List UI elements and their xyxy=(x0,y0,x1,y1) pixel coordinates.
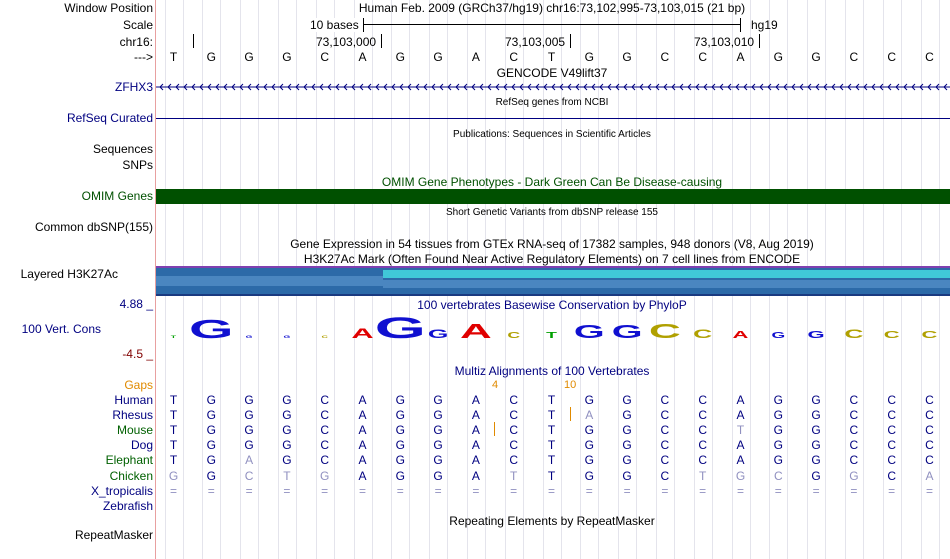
base: = xyxy=(169,483,177,498)
species-label-human[interactable]: Human xyxy=(114,393,153,407)
base: T xyxy=(547,453,556,468)
base: G xyxy=(395,468,405,483)
coord-label: 73,103,005 xyxy=(505,35,566,49)
base: A xyxy=(471,50,480,64)
base: T xyxy=(547,468,556,483)
base: G xyxy=(433,438,443,453)
logo-letter: C xyxy=(921,329,938,341)
base: G xyxy=(244,50,254,64)
base: = xyxy=(510,483,518,498)
base: T xyxy=(699,468,707,483)
base: = xyxy=(585,483,593,498)
track-label-cons[interactable]: 100 Vert. Cons xyxy=(21,322,101,336)
coord-tick xyxy=(570,34,571,48)
scale-bar-left xyxy=(363,18,364,32)
base: A xyxy=(358,438,367,453)
logo-letter: G xyxy=(771,330,786,340)
base: A xyxy=(471,408,480,423)
track-label-snps[interactable]: SNPs xyxy=(122,158,153,172)
scale-label: Scale xyxy=(122,18,153,32)
base: C xyxy=(698,423,708,438)
publications-title: Publications: Sequences in Scientific Articles xyxy=(453,129,651,140)
base: T xyxy=(283,468,291,483)
species-label-chicken[interactable]: Chicken xyxy=(109,468,153,483)
base: = xyxy=(358,483,366,498)
base: = xyxy=(321,483,329,498)
gap-count: 4 xyxy=(492,379,499,391)
base: G xyxy=(395,453,405,468)
zfhx3-gene[interactable] xyxy=(156,81,950,93)
base: C xyxy=(849,438,859,453)
base: = xyxy=(472,483,480,498)
base: G xyxy=(282,50,292,64)
logo-letter: G xyxy=(573,321,605,343)
base: = xyxy=(623,483,631,498)
logo-letter: C xyxy=(883,329,900,341)
base: T xyxy=(547,438,556,453)
base: = xyxy=(245,483,253,498)
base: A xyxy=(358,468,367,483)
base: G xyxy=(811,393,821,407)
base: G xyxy=(244,408,254,423)
base: A xyxy=(245,453,254,468)
base: G xyxy=(395,408,405,423)
cons-max-label: 4.88 _ xyxy=(119,297,153,311)
base: G xyxy=(773,453,783,468)
base: C xyxy=(660,453,670,468)
base: A xyxy=(471,438,480,453)
species-label-elephant[interactable]: Elephant xyxy=(105,453,153,468)
assembly-label: hg19 xyxy=(751,18,778,32)
base: G xyxy=(206,423,216,438)
base: G xyxy=(433,50,443,64)
base: T xyxy=(169,393,178,407)
base: C xyxy=(925,453,934,468)
base: G xyxy=(206,438,216,453)
base: T xyxy=(169,423,178,438)
coord-tick xyxy=(381,34,382,48)
base: G xyxy=(206,393,216,407)
base: G xyxy=(622,50,632,64)
base: C xyxy=(509,393,519,407)
base: = xyxy=(888,483,896,498)
alignment-row-elephant xyxy=(156,453,950,467)
alignment-row-human xyxy=(156,393,950,407)
base: G xyxy=(282,408,292,423)
base: A xyxy=(471,453,480,468)
base: G xyxy=(773,423,783,438)
base: C xyxy=(509,50,519,64)
base: C xyxy=(887,423,897,438)
base: C xyxy=(509,453,519,468)
track-label-zfhx3[interactable]: ZFHX3 xyxy=(114,80,153,94)
base: = xyxy=(661,483,669,498)
species-label-mouse[interactable]: Mouse xyxy=(116,423,153,438)
logo-letter: G xyxy=(374,311,426,344)
track-label-dbsnp[interactable]: Common dbSNP(155) xyxy=(34,220,153,234)
base: A xyxy=(358,50,367,64)
base: G xyxy=(849,468,859,483)
base: C xyxy=(244,468,254,483)
base: C xyxy=(925,50,934,64)
multiz-title: Multiz Alignments of 100 Vertebrates xyxy=(454,364,650,378)
base: G xyxy=(811,50,821,64)
base: G xyxy=(282,453,292,468)
base: A xyxy=(736,438,745,453)
track-area[interactable] xyxy=(156,0,950,559)
base: C xyxy=(887,50,897,64)
logo-letter: G xyxy=(611,321,643,343)
base: C xyxy=(660,408,670,423)
base: G xyxy=(773,50,783,64)
base: C xyxy=(660,393,670,407)
base: = xyxy=(925,483,933,498)
gtex-title: Gene Expression in 54 tissues from GTEx RNA-seq of 17382 samples, 948 donors (V8, Aug 2019) xyxy=(290,237,814,251)
base: = xyxy=(699,483,707,498)
base: G xyxy=(244,393,254,407)
base: T xyxy=(169,453,178,468)
base: T xyxy=(547,408,556,423)
base: C xyxy=(698,50,708,64)
base: G xyxy=(622,393,632,407)
phylop-title: 100 vertebrates Basewise Conservation by PhyloP xyxy=(417,298,687,312)
base: G xyxy=(395,423,405,438)
base: C xyxy=(660,438,670,453)
base: G xyxy=(433,408,443,423)
track-label-omim[interactable]: OMIM Genes xyxy=(81,189,153,203)
base: G xyxy=(433,393,443,407)
logo-letter: G xyxy=(807,329,825,341)
coord-label: 73,103,010 xyxy=(694,35,755,49)
base: C xyxy=(849,50,859,64)
base: A xyxy=(736,408,745,423)
window-position-label: Window Position xyxy=(64,1,153,15)
omim-title: OMIM Gene Phenotypes - Dark Green Can Be Disease-causing xyxy=(381,175,723,189)
base: = xyxy=(396,483,404,498)
base: G xyxy=(811,438,821,453)
base: A xyxy=(358,393,367,407)
base: G xyxy=(773,408,783,423)
coord-tick xyxy=(759,34,760,48)
base: G xyxy=(206,50,216,64)
base: = xyxy=(812,483,820,498)
track-label-h3k27ac[interactable]: Layered H3K27Ac xyxy=(20,267,118,281)
base: C xyxy=(849,423,859,438)
base: C xyxy=(320,453,330,468)
base: C xyxy=(660,468,670,483)
logo-letter: T xyxy=(546,330,557,340)
base: G xyxy=(584,393,594,407)
scale-bar xyxy=(363,24,740,25)
logo-letter: A xyxy=(460,320,492,343)
logo-letter: G xyxy=(427,327,449,341)
track-labels xyxy=(0,0,156,559)
base: G xyxy=(584,468,594,483)
base: G xyxy=(584,453,594,468)
logo-letter: C xyxy=(649,320,681,343)
logo-letter: C xyxy=(507,330,521,340)
conservation-logo[interactable] xyxy=(156,308,950,344)
base: T xyxy=(169,408,178,423)
base: = xyxy=(434,483,442,498)
logo-letter: G xyxy=(245,335,253,340)
base: C xyxy=(925,408,934,423)
base: C xyxy=(320,50,330,64)
refseq-title: RefSeq genes from NCBI xyxy=(495,97,609,108)
h3k27ac-signal[interactable] xyxy=(156,266,950,296)
dbsnp-title: Short Genetic Variants from dbSNP release 155 xyxy=(446,207,658,218)
base: G xyxy=(811,408,821,423)
base: T xyxy=(547,393,556,407)
base: G xyxy=(584,50,594,64)
base: A xyxy=(585,408,594,423)
alignment-row-rhesus xyxy=(156,408,950,422)
refseq-gene-line[interactable] xyxy=(156,118,950,119)
base: G xyxy=(433,453,443,468)
base: G xyxy=(320,468,330,483)
base: G xyxy=(206,453,216,468)
base: C xyxy=(320,423,330,438)
base: T xyxy=(510,468,518,483)
base: C xyxy=(887,438,897,453)
base: A xyxy=(471,423,480,438)
base: A xyxy=(358,408,367,423)
track-label-sequences[interactable]: Sequences xyxy=(92,142,153,156)
base: = xyxy=(774,483,782,498)
base: C xyxy=(925,438,934,453)
base: T xyxy=(736,423,745,438)
base: G xyxy=(811,423,821,438)
base: G xyxy=(206,468,216,483)
gencode-title: GENCODE V49lift37 xyxy=(496,66,608,80)
base: G xyxy=(773,393,783,407)
base: G xyxy=(622,468,632,483)
base: = xyxy=(207,483,215,498)
base: T xyxy=(169,50,178,64)
base: C xyxy=(887,393,897,407)
base: A xyxy=(736,393,745,407)
alignment-row-dog xyxy=(156,438,950,452)
gap-count: 10 xyxy=(564,379,577,391)
logo-letter: G xyxy=(189,315,234,344)
base: G xyxy=(395,438,405,453)
base: C xyxy=(698,393,708,407)
h3k27ac-title: H3K27Ac Mark (Often Found Near Active Regulatory Elements) on 7 cell lines from ENCODE xyxy=(303,252,801,266)
base: G xyxy=(168,468,179,483)
track-label-repeatmasker[interactable]: RepeatMasker xyxy=(74,528,153,542)
strand-label: ---> xyxy=(134,50,153,64)
base: G xyxy=(433,423,443,438)
base: G xyxy=(622,423,632,438)
base: A xyxy=(736,453,745,468)
species-label-rhesus[interactable]: Rhesus xyxy=(112,408,153,423)
logo-letter: A xyxy=(351,325,374,342)
base: C xyxy=(660,50,670,64)
chrom-label: chr16: xyxy=(119,35,153,49)
base: A xyxy=(736,50,745,64)
base: C xyxy=(887,408,897,423)
base: T xyxy=(169,438,178,453)
base: C xyxy=(320,438,330,453)
gaps-label: Gaps xyxy=(124,378,153,392)
coord-label: 73,103,000 xyxy=(316,35,377,49)
logo-letter: C xyxy=(693,327,713,341)
base: C xyxy=(320,393,330,407)
base: G xyxy=(622,438,632,453)
base: C xyxy=(887,453,897,468)
base: C xyxy=(320,408,330,423)
logo-letter: T xyxy=(170,335,177,340)
alignment-row-chicken xyxy=(156,469,950,483)
species-label-zebrafish[interactable]: Zebrafish xyxy=(102,498,153,513)
base: G xyxy=(282,393,292,407)
base: G xyxy=(622,408,632,423)
base: C xyxy=(925,423,934,438)
base: G xyxy=(584,423,594,438)
base: C xyxy=(660,423,670,438)
base: C xyxy=(509,408,519,423)
base: C xyxy=(887,468,897,483)
scale-bar-right xyxy=(740,18,741,32)
base: G xyxy=(244,438,254,453)
base: A xyxy=(358,423,367,438)
logo-letter: A xyxy=(732,329,749,341)
base: C xyxy=(849,393,859,407)
base: C xyxy=(509,438,519,453)
scale-text: 10 bases xyxy=(310,18,359,32)
base: G xyxy=(622,453,632,468)
base: G xyxy=(395,393,405,407)
alignment-row-mouse xyxy=(156,423,950,437)
base: G xyxy=(811,453,821,468)
cons-min-label: -4.5 _ xyxy=(122,347,153,361)
base: C xyxy=(849,453,859,468)
base-sequence xyxy=(156,50,950,64)
omim-gene-bar[interactable] xyxy=(156,189,950,204)
alignment-row-x_tropicalis xyxy=(156,484,950,498)
base: A xyxy=(471,393,480,407)
base: G xyxy=(282,438,292,453)
base: C xyxy=(698,438,708,453)
base: C xyxy=(698,408,708,423)
base: G xyxy=(811,468,821,483)
logo-letter: G xyxy=(283,335,291,340)
base: = xyxy=(547,483,555,498)
base: = xyxy=(283,483,291,498)
base: C xyxy=(925,393,934,407)
base: T xyxy=(547,423,556,438)
species-label-dog[interactable]: Dog xyxy=(130,438,153,453)
base: A xyxy=(358,453,367,468)
base: G xyxy=(282,423,292,438)
base: C xyxy=(773,468,783,483)
base: G xyxy=(584,438,594,453)
base: G xyxy=(773,438,783,453)
base: G xyxy=(206,408,216,423)
base: C xyxy=(698,453,708,468)
repeatmasker-title: Repeating Elements by RepeatMasker xyxy=(449,514,655,528)
base: G xyxy=(244,423,254,438)
base: G xyxy=(395,50,405,64)
base: A xyxy=(925,468,934,483)
window-position-text: Human Feb. 2009 (GRCh37/hg19) chr16:73,102,995-73,103,015 (21 bp) xyxy=(358,1,746,15)
base: C xyxy=(509,423,519,438)
coord-tick xyxy=(193,34,194,48)
logo-letter: C xyxy=(321,335,328,340)
base: T xyxy=(547,50,556,64)
base: A xyxy=(471,468,480,483)
base: C xyxy=(849,408,859,423)
base: G xyxy=(433,468,443,483)
logo-letter: C xyxy=(844,327,864,341)
base: = xyxy=(850,483,858,498)
species-label-x_tropicalis[interactable]: X_tropicalis xyxy=(90,483,153,498)
base: = xyxy=(736,483,744,498)
base: G xyxy=(735,468,746,483)
track-label-refseq[interactable]: RefSeq Curated xyxy=(66,111,153,125)
